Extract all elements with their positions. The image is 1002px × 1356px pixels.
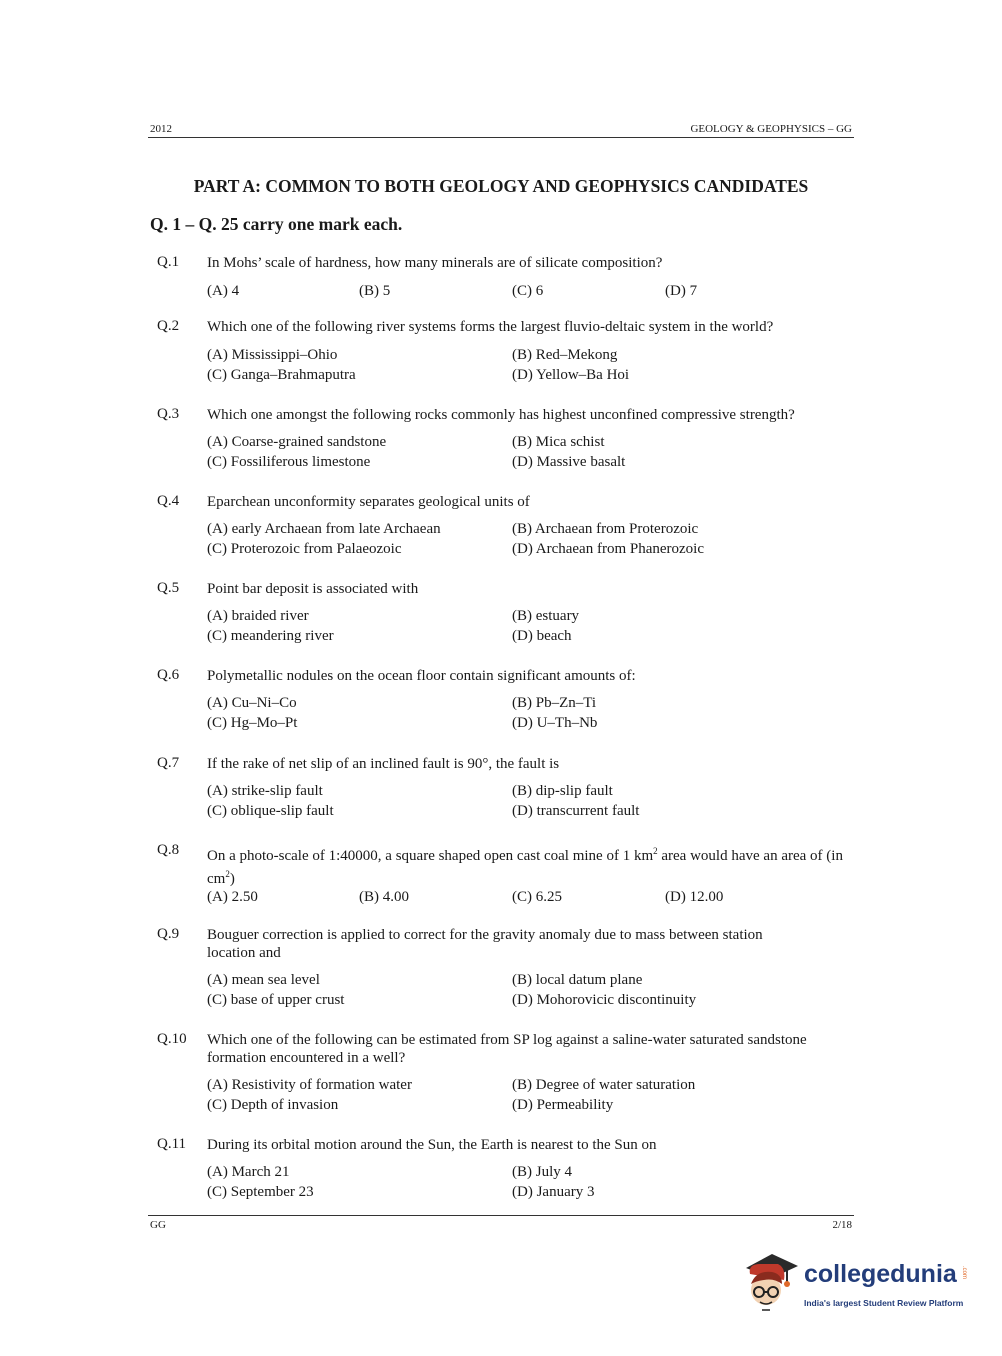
option-a: (A) strike-slip fault	[207, 783, 323, 799]
question-number: Q.4	[157, 493, 180, 509]
option-c: (C) 6	[512, 283, 544, 299]
option-c: (C) meandering river	[207, 628, 334, 644]
option-b: (B) 5	[359, 283, 391, 299]
option-c: (C) Ganga–Brahmaputra	[207, 367, 356, 383]
collegedunia-logo[interactable]	[742, 1250, 972, 1320]
option-d: (D) beach	[512, 628, 572, 644]
question-text: Which one of the following can be estimated from SP log against a saline-water saturated sandstone formation encountered in a well?	[207, 1032, 807, 1066]
superscript: 2	[653, 846, 658, 856]
question-text: Eparchean unconformity separates geological units of	[207, 494, 530, 510]
option-c: (C) oblique-slip fault	[207, 803, 334, 819]
question-number: Q.1	[157, 254, 180, 270]
option-c: (C) Fossiliferous limestone	[207, 454, 371, 470]
option-b: (B) estuary	[512, 608, 580, 624]
option-b: (B) local datum plane	[512, 972, 643, 988]
logo-tagline: India's largest Student Review Platform	[804, 1298, 964, 1308]
question-number: Q.10	[157, 1031, 187, 1047]
option-c: (C) base of upper crust	[207, 992, 345, 1008]
option-d: (D) Archaean from Phanerozoic	[512, 541, 704, 557]
option-b: (B) dip-slip fault	[512, 783, 613, 799]
header-rule	[148, 137, 854, 138]
marks-note: Q. 1 – Q. 25 carry one mark each.	[150, 214, 403, 234]
option-c: (C) 6.25	[512, 889, 562, 905]
option-a: (A) March 21	[207, 1164, 290, 1180]
option-b: (B) Archaean from Proterozoic	[512, 521, 699, 537]
question-number: Q.11	[157, 1136, 187, 1152]
option-a: (A) 2.50	[207, 889, 258, 905]
option-a: (A) early Archaean from late Archaean	[207, 521, 441, 537]
question-text-part-a: On a photo-scale of 1:40000, a square shaped open cast coal mine of 1 km	[207, 848, 654, 864]
option-d: (D) 12.00	[665, 889, 724, 905]
option-d: (D) Mohorovicic discontinuity	[512, 992, 697, 1008]
option-d: (D) Massive basalt	[512, 454, 626, 470]
page-number: 2/18	[832, 1219, 852, 1231]
option-c: (C) Proterozoic from Palaeozoic	[207, 541, 402, 557]
option-d: (D) Permeability	[512, 1097, 614, 1113]
question-number: Q.6	[157, 667, 180, 683]
option-b: (B) Mica schist	[512, 434, 605, 450]
question-text: Which one amongst the following rocks commonly has highest unconfined compressive strength?	[207, 407, 795, 423]
question-text	[207, 842, 847, 888]
logo-wordmark: collegedunia	[804, 1260, 957, 1288]
option-d: (D) transcurrent fault	[512, 803, 640, 819]
option-d: (D) U–Th–Nb	[512, 715, 598, 731]
option-a: (A) mean sea level	[207, 972, 320, 988]
option-a: (A) Cu–Ni–Co	[207, 695, 297, 711]
footer-rule	[148, 1215, 854, 1216]
part-title: PART A: COMMON TO BOTH GEOLOGY AND GEOPHYSICS CANDIDATES	[193, 176, 809, 196]
option-d: (D) January 3	[512, 1184, 595, 1200]
footer-code: GG	[150, 1219, 166, 1231]
question-text: Which one of the following river systems forms the largest fluvio-deltaic system in the world?	[207, 319, 774, 335]
option-c: (C) Hg–Mo–Pt	[207, 715, 298, 731]
option-a: (A) Coarse-grained sandstone	[207, 434, 387, 450]
option-a: (A) Resistivity of formation water	[207, 1077, 412, 1093]
option-d: (D) 7	[665, 283, 698, 299]
question-text: Bouguer correction is applied to correct for the gravity anomaly due to mass between station location and	[207, 927, 763, 961]
question-text: During its orbital motion around the Sun, the Earth is nearest to the Sun on	[207, 1137, 657, 1153]
question-number: Q.9	[157, 926, 180, 942]
option-a: (A) 4	[207, 283, 240, 299]
question-number: Q.7	[157, 755, 180, 771]
question-text: Point bar deposit is associated with	[207, 581, 419, 597]
option-c: (C) September 23	[207, 1184, 314, 1200]
option-b: (B) Pb–Zn–Ti	[512, 695, 597, 711]
question-text-part-b: area would have an area of (in cm	[207, 848, 843, 887]
option-b: (B) Degree of water saturation	[512, 1077, 696, 1093]
question-number: Q.2	[157, 318, 180, 334]
question-text: If the rake of net slip of an inclined fault is 90°, the fault is	[207, 756, 560, 772]
header-year: 2012	[150, 123, 172, 135]
question-number: Q.8	[157, 842, 180, 858]
option-b: (B) Red–Mekong	[512, 347, 618, 363]
question-text: Polymetallic nodules on the ocean floor contain significant amounts of:	[207, 668, 636, 684]
page-header	[148, 123, 854, 137]
logo-domain-suffix: .com	[961, 1266, 967, 1280]
mascot-icon	[742, 1250, 802, 1320]
question-number: Q.3	[157, 406, 180, 422]
option-c: (C) Depth of invasion	[207, 1097, 339, 1113]
question-text: In Mohs’ scale of hardness, how many minerals are of silicate composition?	[207, 255, 663, 271]
superscript: 2	[225, 869, 230, 879]
option-d: (D) Yellow–Ba Hoi	[512, 367, 630, 383]
question-number: Q.5	[157, 580, 180, 596]
question-text-part-c: )	[229, 871, 235, 887]
option-b: (B) 4.00	[359, 889, 409, 905]
option-b: (B) July 4	[512, 1164, 572, 1180]
option-a: (A) Mississippi–Ohio	[207, 347, 338, 363]
header-subject: GEOLOGY & GEOPHYSICS – GG	[690, 123, 852, 135]
option-a: (A) braided river	[207, 608, 309, 624]
